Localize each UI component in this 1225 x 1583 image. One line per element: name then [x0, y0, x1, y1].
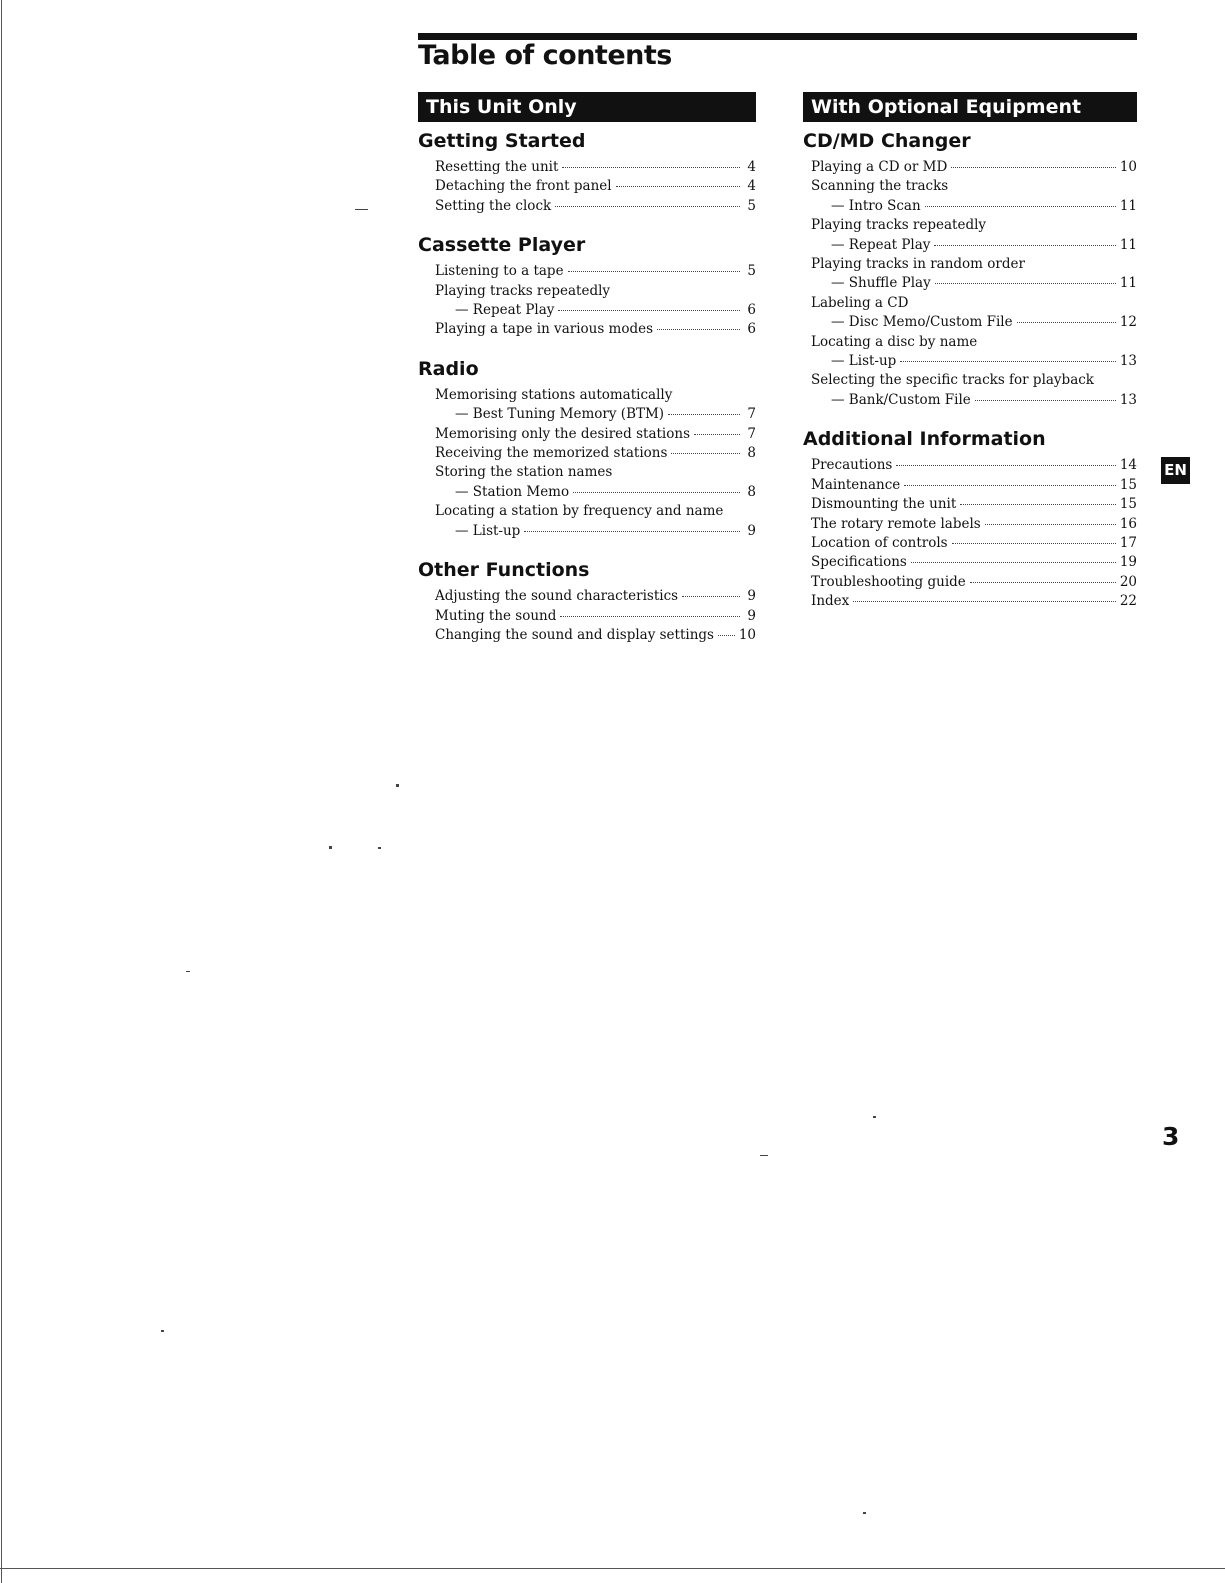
- toc-page-number: 16: [1119, 515, 1137, 532]
- toc-entry-title: Playing a CD or MD: [811, 159, 948, 175]
- toc-page-number: 13: [1119, 353, 1137, 370]
- section-heading-other-functions: Other Functions: [418, 559, 590, 582]
- toc-entry-title: Adjusting the sound characteristics: [435, 588, 679, 605]
- toc-entry-title: Changing the sound and display settings: [435, 626, 714, 643]
- dot-leader: [900, 361, 1115, 362]
- toc-page-number: 7: [747, 425, 756, 442]
- toc-page-number: 13: [1119, 391, 1137, 408]
- toc-entry: [435, 177, 756, 196]
- toc-entry-title-row: [435, 320, 756, 339]
- toc-page-number: 10: [738, 626, 756, 643]
- scan-speck: [355, 209, 368, 210]
- dot-leader: [616, 186, 740, 187]
- section-heading-cassette-player: Cassette Player: [418, 234, 586, 257]
- toc-entry-title-row: [811, 553, 1137, 572]
- toc-entry: [435, 262, 756, 281]
- toc-entry-title-row: [811, 158, 1137, 177]
- toc-entry: [811, 553, 1137, 572]
- toc-entry-list: [418, 262, 756, 340]
- toc-entry-title: Storing the station names: [435, 464, 613, 481]
- toc-entry: [435, 320, 756, 339]
- toc-page-number: 20: [1119, 573, 1137, 590]
- toc-entry-title: Locating a station by frequency and name: [435, 503, 724, 520]
- toc-entry: [811, 255, 1137, 294]
- toc-entry-title-row: [811, 592, 1137, 611]
- scan-speck: [329, 846, 332, 849]
- language-tab: EN: [1161, 457, 1190, 484]
- toc-entry-title: Index: [811, 593, 850, 610]
- toc-entry-title: Detaching the front panel: [435, 178, 612, 195]
- toc-entry: [811, 371, 1137, 410]
- toc-page-number: 11: [1119, 275, 1137, 292]
- scan-speck: [378, 847, 381, 849]
- toc-entry-title-row: [811, 456, 1137, 475]
- toc-entry-title: Specifications: [811, 554, 907, 571]
- scan-speck: [873, 1116, 876, 1118]
- toc-entry-title: Scanning the tracks: [811, 178, 949, 195]
- toc-entry-title-row: [811, 333, 1137, 352]
- toc-entry-title: Memorising only the desired stations: [435, 425, 690, 442]
- toc-entry: [811, 573, 1137, 592]
- toc-entry-title-row: [811, 495, 1137, 514]
- toc-entry-title-row: [811, 294, 1137, 313]
- toc-page-number: 12: [1119, 314, 1137, 331]
- toc-entry-title-row: [435, 282, 756, 301]
- toc-entry: [811, 592, 1137, 611]
- toc-entry-subtitle-row: [811, 313, 1137, 332]
- toc-entry-title-row: [435, 262, 756, 281]
- toc-page-number: 14: [1119, 457, 1137, 474]
- dot-leader: [694, 434, 740, 435]
- scan-edge-bottom: [0, 1568, 1225, 1569]
- toc-entry-subtitle-row: [435, 483, 756, 502]
- toc-entry: [811, 495, 1137, 514]
- toc-column-this-unit-only: [418, 92, 756, 661]
- section-heading-getting-started: Getting Started: [418, 130, 586, 152]
- toc-entry-subtitle-row: [435, 301, 756, 320]
- toc-entry-title: Location of controls: [811, 534, 948, 551]
- dot-leader: [960, 504, 1116, 505]
- toc-entry-subtitle: — Station Memo: [455, 483, 570, 500]
- dot-leader: [657, 329, 740, 330]
- toc-entry: [435, 626, 756, 645]
- toc-entry-title: Playing tracks repeatedly: [435, 282, 611, 299]
- toc-entry-title: Maintenance: [811, 476, 901, 493]
- toc-entry-title: Playing a tape in various modes: [435, 321, 654, 338]
- toc-entry: [435, 587, 756, 606]
- toc-entry-title: Memorising stations automatically: [435, 386, 673, 403]
- toc-entry-title: Precautions: [811, 457, 893, 474]
- toc-entry-list: [803, 456, 1137, 611]
- toc-page-number: 5: [747, 197, 756, 214]
- toc-entry-title: Dismounting the unit: [811, 496, 957, 513]
- toc-entry: [435, 444, 756, 463]
- toc-page-number: 10: [1119, 159, 1137, 175]
- column-banner: With Optional Equipment: [803, 92, 1137, 122]
- toc-entry-title-row: [435, 626, 756, 645]
- toc-entry: [435, 463, 756, 502]
- dot-leader: [935, 283, 1116, 284]
- toc-entry-list: [418, 158, 756, 216]
- toc-entry-title-row: [811, 255, 1137, 274]
- toc-entry: [435, 502, 756, 541]
- dot-leader: [558, 310, 740, 311]
- toc-page-number: 22: [1119, 593, 1137, 610]
- toc-page-number: 11: [1119, 236, 1137, 253]
- toc-entry: [811, 515, 1137, 534]
- toc-entry-title: Labeling a CD: [811, 294, 909, 311]
- title-rule: [418, 33, 1137, 40]
- dot-leader: [911, 562, 1116, 563]
- toc-entry-subtitle-row: [811, 236, 1137, 255]
- toc-entry-subtitle-row: [811, 274, 1137, 293]
- column-banner: This Unit Only: [418, 92, 756, 122]
- toc-entry-title-row: [435, 463, 756, 482]
- toc-page-number: 4: [747, 159, 756, 175]
- toc-entry-title: Setting the clock: [435, 197, 552, 214]
- toc-entry-subtitle: — Repeat Play: [455, 302, 555, 319]
- toc-entry: [435, 197, 756, 216]
- dot-leader: [718, 635, 735, 636]
- section-heading-additional-information: Additional Information: [803, 428, 1046, 451]
- toc-entry: [435, 282, 756, 321]
- toc-entry-subtitle: — Disc Memo/Custom File: [831, 314, 1013, 331]
- toc-entry-title-row: [811, 573, 1137, 592]
- scan-speck: [760, 1155, 768, 1156]
- dot-leader: [1017, 322, 1116, 323]
- scan-speck: [863, 1512, 866, 1514]
- toc-entry-subtitle: — Best Tuning Memory (BTM): [455, 406, 665, 423]
- toc-entry: [811, 294, 1137, 333]
- toc-page-number: 11: [1119, 197, 1137, 214]
- toc-entry: [811, 177, 1137, 216]
- dot-leader: [853, 601, 1116, 602]
- toc-entry-title: Troubleshooting guide: [811, 573, 966, 590]
- toc-entry-title: Listening to a tape: [435, 263, 564, 280]
- toc-entry-title-row: [811, 515, 1137, 534]
- dot-leader: [560, 616, 740, 617]
- dot-leader: [668, 414, 740, 415]
- toc-page-number: 8: [747, 445, 756, 462]
- toc-entry-title-row: [435, 158, 756, 177]
- toc-entry-title-row: [435, 386, 756, 405]
- toc-entry-title: The rotary remote labels: [811, 515, 981, 532]
- toc-entry-title: Resetting the unit: [435, 159, 559, 175]
- dot-leader: [896, 465, 1115, 466]
- toc-page-number: 6: [747, 302, 756, 319]
- toc-page-number: 9: [747, 607, 756, 624]
- dot-leader: [555, 206, 740, 207]
- toc-entry-title-row: [811, 534, 1137, 553]
- scan-speck: [161, 1330, 164, 1332]
- toc-page-number: 4: [747, 178, 756, 195]
- toc-entry-title-row: [435, 444, 756, 463]
- toc-entry-title-row: [435, 587, 756, 606]
- toc-entry: [811, 534, 1137, 553]
- dot-leader: [975, 400, 1116, 401]
- toc-entry: [435, 607, 756, 626]
- dot-leader: [951, 167, 1115, 168]
- scan-edge-left: [1, 0, 2, 1583]
- section-heading-radio: Radio: [418, 357, 479, 380]
- toc-entry-subtitle: — List-up: [455, 522, 521, 539]
- toc-entry-subtitle: — Repeat Play: [831, 236, 931, 253]
- scan-speck: [186, 971, 190, 972]
- toc-entry-subtitle-row: [435, 522, 756, 541]
- toc-entry-list: [418, 587, 756, 645]
- section-heading-cd-md-changer: CD/MD Changer: [803, 130, 971, 152]
- toc-entry-title: Locating a disc by name: [811, 333, 978, 350]
- toc-entry-title: Receiving the memorized stations: [435, 445, 668, 462]
- toc-entry-title-row: [435, 177, 756, 196]
- toc-entry-title-row: [435, 502, 756, 521]
- dot-leader: [934, 245, 1115, 246]
- toc-page-number: 19: [1119, 554, 1137, 571]
- toc-entry: [811, 456, 1137, 475]
- dot-leader: [562, 167, 740, 168]
- dot-leader: [952, 543, 1116, 544]
- toc-entry-title: Selecting the specific tracks for playback: [811, 372, 1094, 389]
- toc-entry-title-row: [811, 216, 1137, 235]
- dot-leader: [925, 206, 1116, 207]
- toc-page-number: 8: [747, 483, 756, 500]
- toc-entry: [811, 476, 1137, 495]
- dot-leader: [568, 271, 740, 272]
- toc-entry-title: Playing tracks in random order: [811, 256, 1025, 273]
- toc-entry-list: [418, 386, 756, 541]
- toc-page-number: 9: [747, 522, 756, 539]
- toc-entry-title-row: [811, 177, 1137, 196]
- toc-entry-title-row: [435, 197, 756, 216]
- toc-entry: [435, 386, 756, 425]
- toc-entry-subtitle-row: [811, 391, 1137, 410]
- toc-entry: [811, 158, 1137, 177]
- toc-entry: [435, 158, 756, 177]
- toc-column-with-optional-equipment: [803, 92, 1137, 628]
- scan-speck: [396, 784, 399, 787]
- toc-entry: [811, 333, 1137, 372]
- toc-entry-title-row: [811, 476, 1137, 495]
- toc-page-number: 6: [747, 321, 756, 338]
- toc-entry-subtitle: — Intro Scan: [831, 197, 921, 214]
- toc-page-number: 9: [747, 588, 756, 605]
- dot-leader: [671, 453, 740, 454]
- toc-entry-subtitle-row: [435, 405, 756, 424]
- toc-entry-title: Muting the sound: [435, 607, 557, 624]
- toc-entry-title-row: [435, 607, 756, 626]
- toc-page-number: 17: [1119, 534, 1137, 551]
- toc-entry: [811, 216, 1137, 255]
- toc-page-number: 7: [747, 406, 756, 423]
- dot-leader: [682, 596, 740, 597]
- dot-leader: [904, 485, 1116, 486]
- dot-leader: [970, 582, 1116, 583]
- toc-page-number: 15: [1119, 476, 1137, 493]
- toc-entry-subtitle: — Bank/Custom File: [831, 391, 971, 408]
- page-number: 3: [1162, 1122, 1180, 1151]
- toc-entry-title: Playing tracks repeatedly: [811, 217, 987, 234]
- toc-entry-subtitle-row: [811, 197, 1137, 216]
- page-title: Table of contents: [418, 40, 672, 71]
- toc-entry-subtitle: — Shuffle Play: [831, 275, 931, 292]
- toc-entry-title-row: [435, 425, 756, 444]
- toc-page-number: 15: [1119, 496, 1137, 513]
- toc-entry-title-row: [811, 371, 1137, 390]
- toc-entry-subtitle: — List-up: [831, 353, 897, 370]
- toc-entry-subtitle-row: [811, 352, 1137, 371]
- dot-leader: [985, 524, 1116, 525]
- toc-entry: [435, 425, 756, 444]
- dot-leader: [524, 531, 740, 532]
- dot-leader: [573, 492, 740, 493]
- toc-entry-list: [803, 158, 1137, 410]
- toc-page-number: 5: [747, 263, 756, 280]
